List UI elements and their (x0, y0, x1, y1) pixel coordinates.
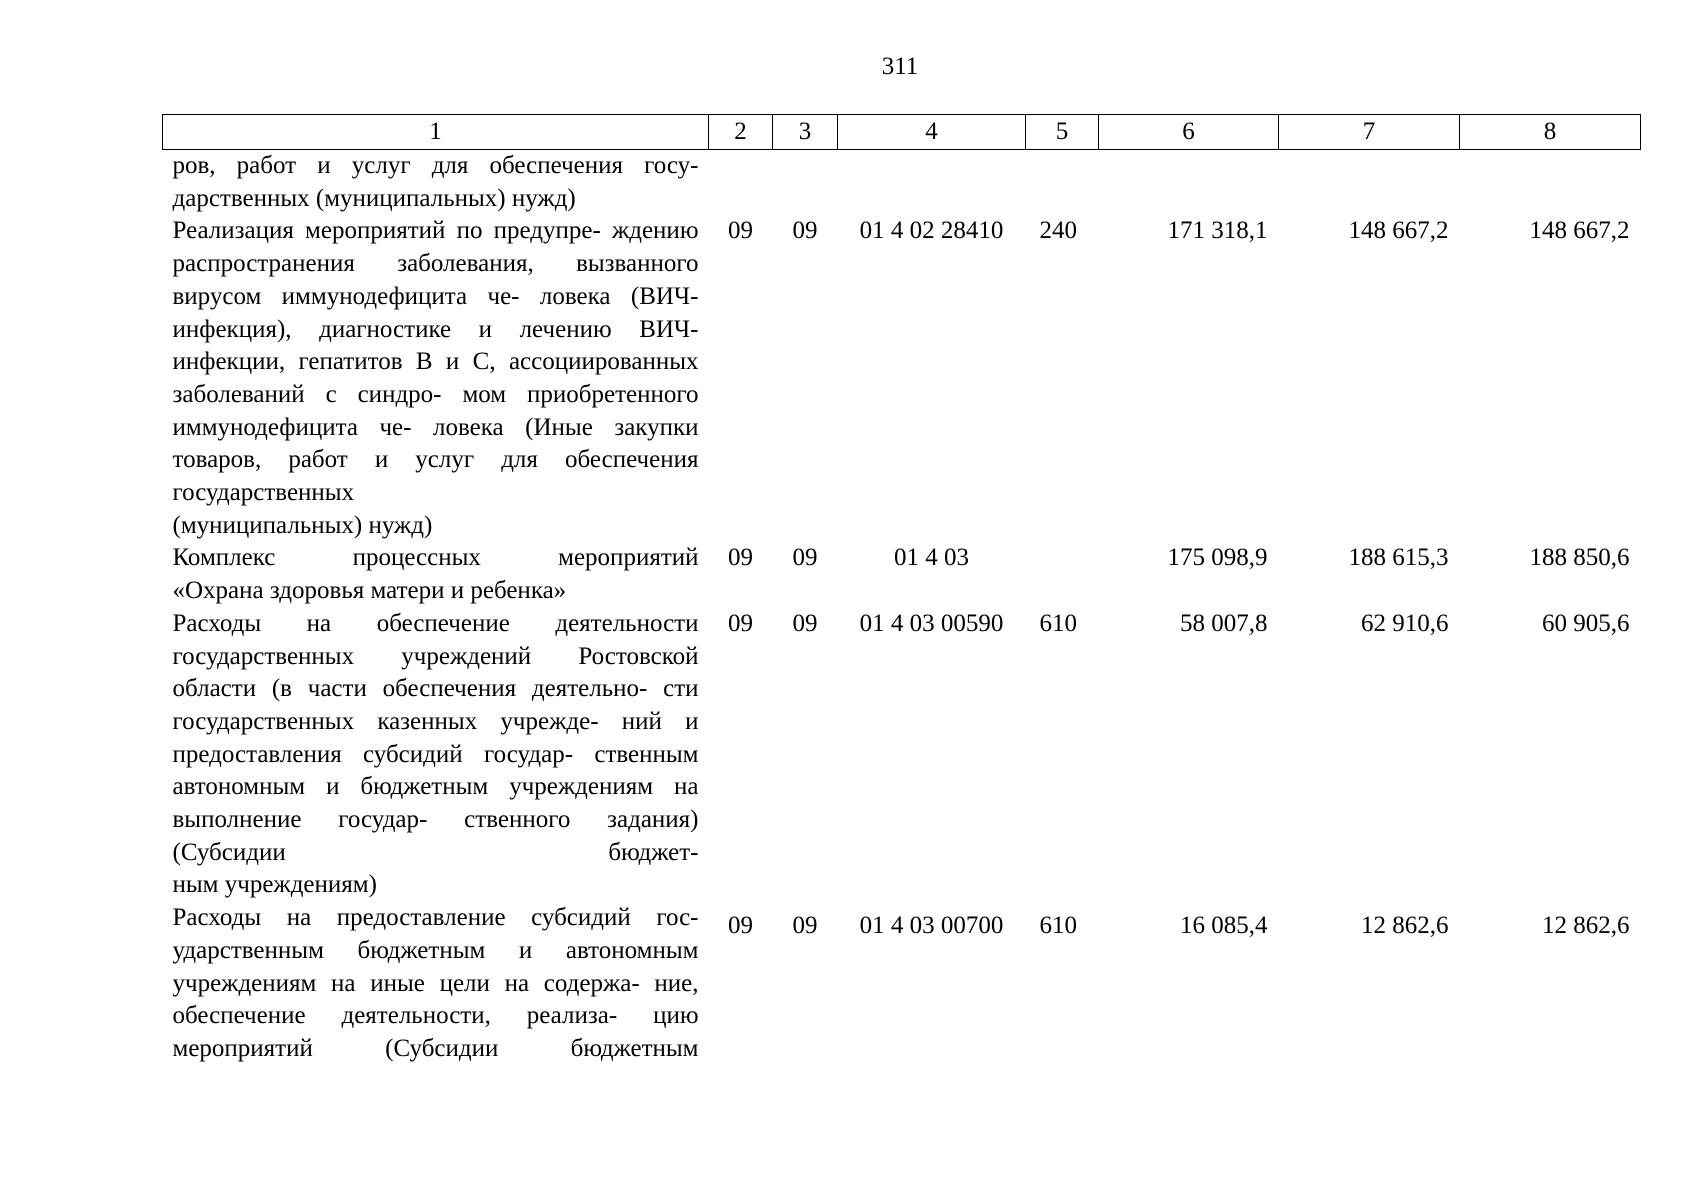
desc-line: (муниципальных) нужд) (172, 511, 433, 539)
cell-target-article (838, 150, 1026, 216)
budget-table (162, 114, 1641, 1066)
row-description (163, 608, 709, 902)
table-row (163, 902, 1641, 1066)
desc-line: ров, работ и услуг для обеспечения госу- (172, 152, 699, 179)
cell-target-article: 01 4 02 28410 (859, 217, 1004, 245)
row-description (163, 215, 709, 542)
cell-expense-type (1026, 542, 1099, 607)
desc-line: сти государственных казенных учрежде- (172, 675, 699, 735)
row-description (163, 902, 709, 1066)
cell-amount-7: 12 862,6 (1361, 912, 1449, 940)
desc-line: цию мероприятий (Субсидии бюджетным (172, 1002, 699, 1062)
cell-subsection: 09 (792, 912, 818, 940)
col-header-3: 3 (773, 115, 838, 150)
cell-expense-type: 610 (1039, 912, 1077, 940)
desc-line: Реализация мероприятий по предупре- (172, 217, 601, 245)
table-row (163, 608, 1641, 902)
cell-section: 09 (728, 217, 753, 245)
cell-subsection (773, 150, 838, 216)
cell-target-article: 01 4 03 00700 (859, 912, 1004, 940)
desc-line: ственного задания) (Субсидии бюджет- (172, 806, 699, 866)
table-row (163, 542, 1641, 607)
desc-line: ний и предоставления субсидий государ- (172, 707, 699, 768)
desc-line: мом приобретенного иммунодефицита че- (172, 380, 699, 441)
cell-subsection: 09 (792, 217, 818, 245)
cell-amount-8: 188 850,6 (1529, 544, 1630, 572)
desc-line: ждению распространения заболевания, (172, 217, 699, 278)
cell-target-article: 01 4 03 00590 (859, 609, 1004, 637)
row-description (163, 542, 709, 607)
desc-line: Расходы на предоставление субсидий гос- (172, 904, 699, 932)
cell-amount-6: 171 318,1 (1167, 217, 1268, 245)
desc-line: ловека (Иные закупки товаров, работ и (172, 413, 699, 474)
desc-line: государственных учреждений Ростовской (172, 642, 699, 670)
col-header-6: 6 (1099, 115, 1279, 150)
desc-line: вызванного вирусом иммунодефицита че- (172, 250, 699, 310)
cell-amount-7: 148 667,2 (1348, 217, 1449, 245)
col-header-4: 4 (838, 115, 1026, 150)
col-header-7: 7 (1279, 115, 1460, 150)
cell-subsection: 09 (792, 609, 818, 637)
cell-amount-8: 60 905,6 (1542, 609, 1630, 637)
cell-target-article: 01 4 03 (894, 544, 969, 572)
table-row (163, 150, 1641, 216)
table-row (163, 215, 1641, 542)
desc-line: лечению ВИЧ-инфекции, гепатитов В и С, (172, 315, 699, 376)
cell-expense-type (1026, 150, 1099, 216)
desc-line: ассоциированных заболеваний с синдро- (172, 348, 699, 408)
col-header-8: 8 (1460, 115, 1641, 150)
desc-line: дарственных (муниципальных) нужд) (172, 184, 576, 212)
cell-amount-6: 175 098,9 (1167, 544, 1268, 572)
desc-line: ударственным бюджетным и автономным (172, 936, 699, 964)
desc-line: «Охрана здоровья матери и ребенка» (172, 577, 567, 605)
desc-line: ловека (ВИЧ-инфекция), диагностике и (172, 282, 699, 343)
cell-subsection: 09 (792, 544, 818, 572)
cell-expense-type: 240 (1039, 217, 1077, 245)
cell-amount-8 (1460, 150, 1641, 216)
cell-expense-type: 610 (1039, 609, 1077, 637)
cell-amount-7 (1279, 150, 1460, 216)
cell-section: 09 (728, 544, 753, 572)
desc-line: учреждениям на выполнение государ- (172, 773, 699, 834)
desc-line: учреждениям на иные цели на содержа- (172, 969, 640, 997)
cell-amount-7: 62 910,6 (1361, 609, 1449, 637)
page-number: 311 (881, 53, 919, 80)
col-header-5: 5 (1026, 115, 1099, 150)
col-header-1: 1 (163, 115, 709, 150)
cell-amount-6 (1099, 150, 1279, 216)
cell-section: 09 (728, 912, 753, 940)
table-header (163, 115, 1641, 150)
table-body (163, 150, 1641, 1066)
desc-line: Расходы на обеспечение деятельности (172, 609, 699, 637)
cell-amount-8: 12 862,6 (1542, 912, 1630, 940)
cell-section (709, 150, 773, 216)
cell-amount-6: 58 007,8 (1180, 609, 1268, 637)
row-description (163, 150, 709, 216)
desc-line: ным учреждениям) (172, 871, 377, 899)
cell-section: 09 (728, 609, 753, 637)
header-row (163, 115, 1641, 150)
desc-line: Комплекс процессных мероприятий (172, 544, 699, 572)
desc-line: ние, обеспечение деятельности, реализа- (172, 969, 699, 1030)
cell-amount-6: 16 085,4 (1180, 912, 1268, 940)
cell-amount-8: 148 667,2 (1529, 217, 1630, 245)
col-header-2: 2 (709, 115, 773, 150)
desc-line: области (в части обеспечения деятельно- (172, 675, 648, 703)
desc-line: ственным автономным и бюджетным (172, 740, 699, 801)
cell-amount-7: 188 615,3 (1348, 544, 1449, 572)
desc-line: услуг для обеспечения государственных (172, 446, 699, 507)
